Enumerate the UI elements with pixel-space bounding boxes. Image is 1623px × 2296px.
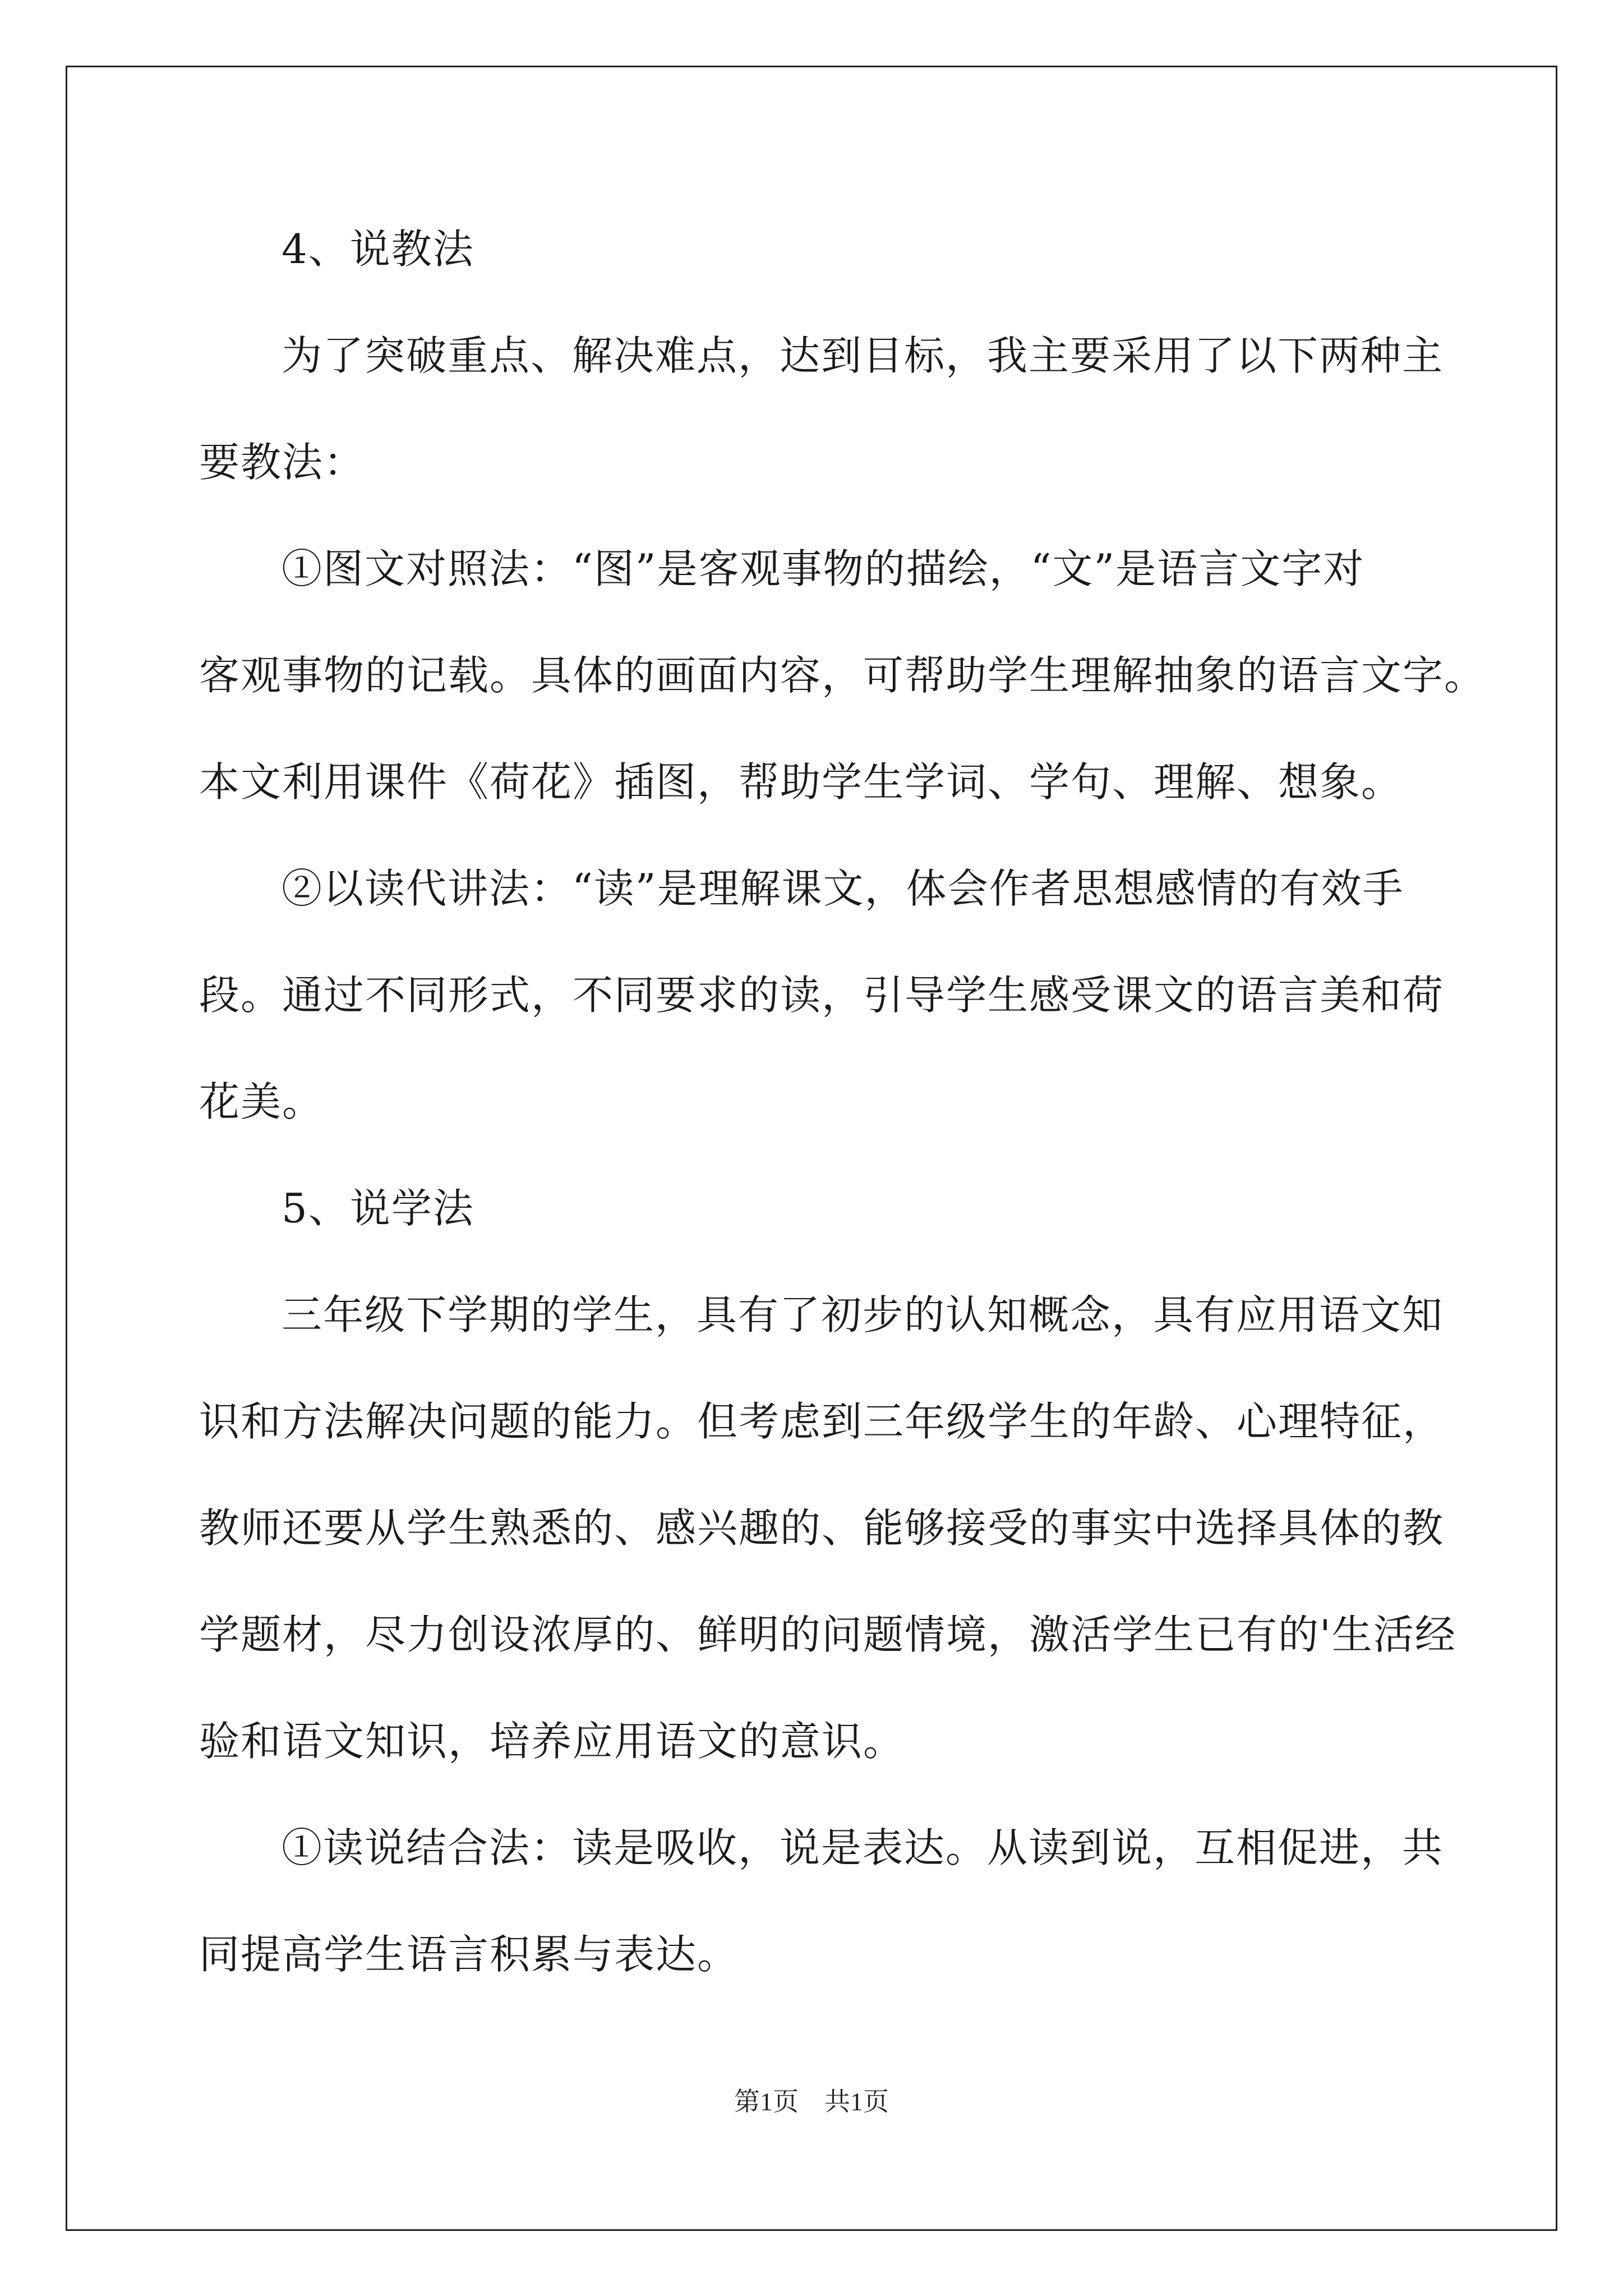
paragraph-line: 为了突破重点、解决难点，达到目标，我主要采用了以下两种主 [282,332,1444,379]
paragraph-line: 验和语文知识，培养应用语文的意识。 [199,1718,905,1765]
paragraph-line: 学题材，尽力创设浓厚的、鲜明的问题情境，激活学生已有的'生活经 [199,1611,1456,1658]
paragraph-line: ①读说结合法：读是吸收，说是表达。从读到说，互相促进，共 [282,1824,1444,1871]
heading-teaching-method: 4、说教法 [282,226,474,273]
paragraph-line: 识和方法解决问题的能力。但考虑到三年级学生的年龄、心理特征， [199,1398,1445,1445]
paragraph-line: 段。通过不同形式，不同要求的读，引导学生感受课文的语言美和荷 [199,972,1445,1019]
paragraph-line: 本文利用课件《荷花》插图，帮助学生学词、学句、理解、想象。 [199,758,1403,806]
paragraph-line: 三年级下学期的学生，具有了初步的认知概念，具有应用语文知 [282,1291,1444,1338]
document-body [199,215,1486,2027]
paragraph-line: 同提高学生语言积累与表达。 [199,1931,739,1978]
paragraph-line: ①图文对照法：“图”是客观事物的描绘，“文”是语言文字对 [282,545,1365,592]
page-number-footer: 第1页 共1页 [734,2087,889,2116]
paragraph-line: 花美。 [199,1078,324,1125]
paragraph-line: 要教法： [199,439,366,486]
paragraph-line: 教师还要从学生熟悉的、感兴趣的、能够接受的事实中选择具体的教 [199,1504,1445,1552]
paragraph-line: ②以读代讲法：“读”是理解课文，体会作者思想感情的有效手 [282,865,1404,912]
paragraph-line: 客观事物的记载。具体的画面内容，可帮助学生理解抽象的语言文字。 [199,652,1486,699]
heading-learning-method: 5、说学法 [282,1185,474,1232]
